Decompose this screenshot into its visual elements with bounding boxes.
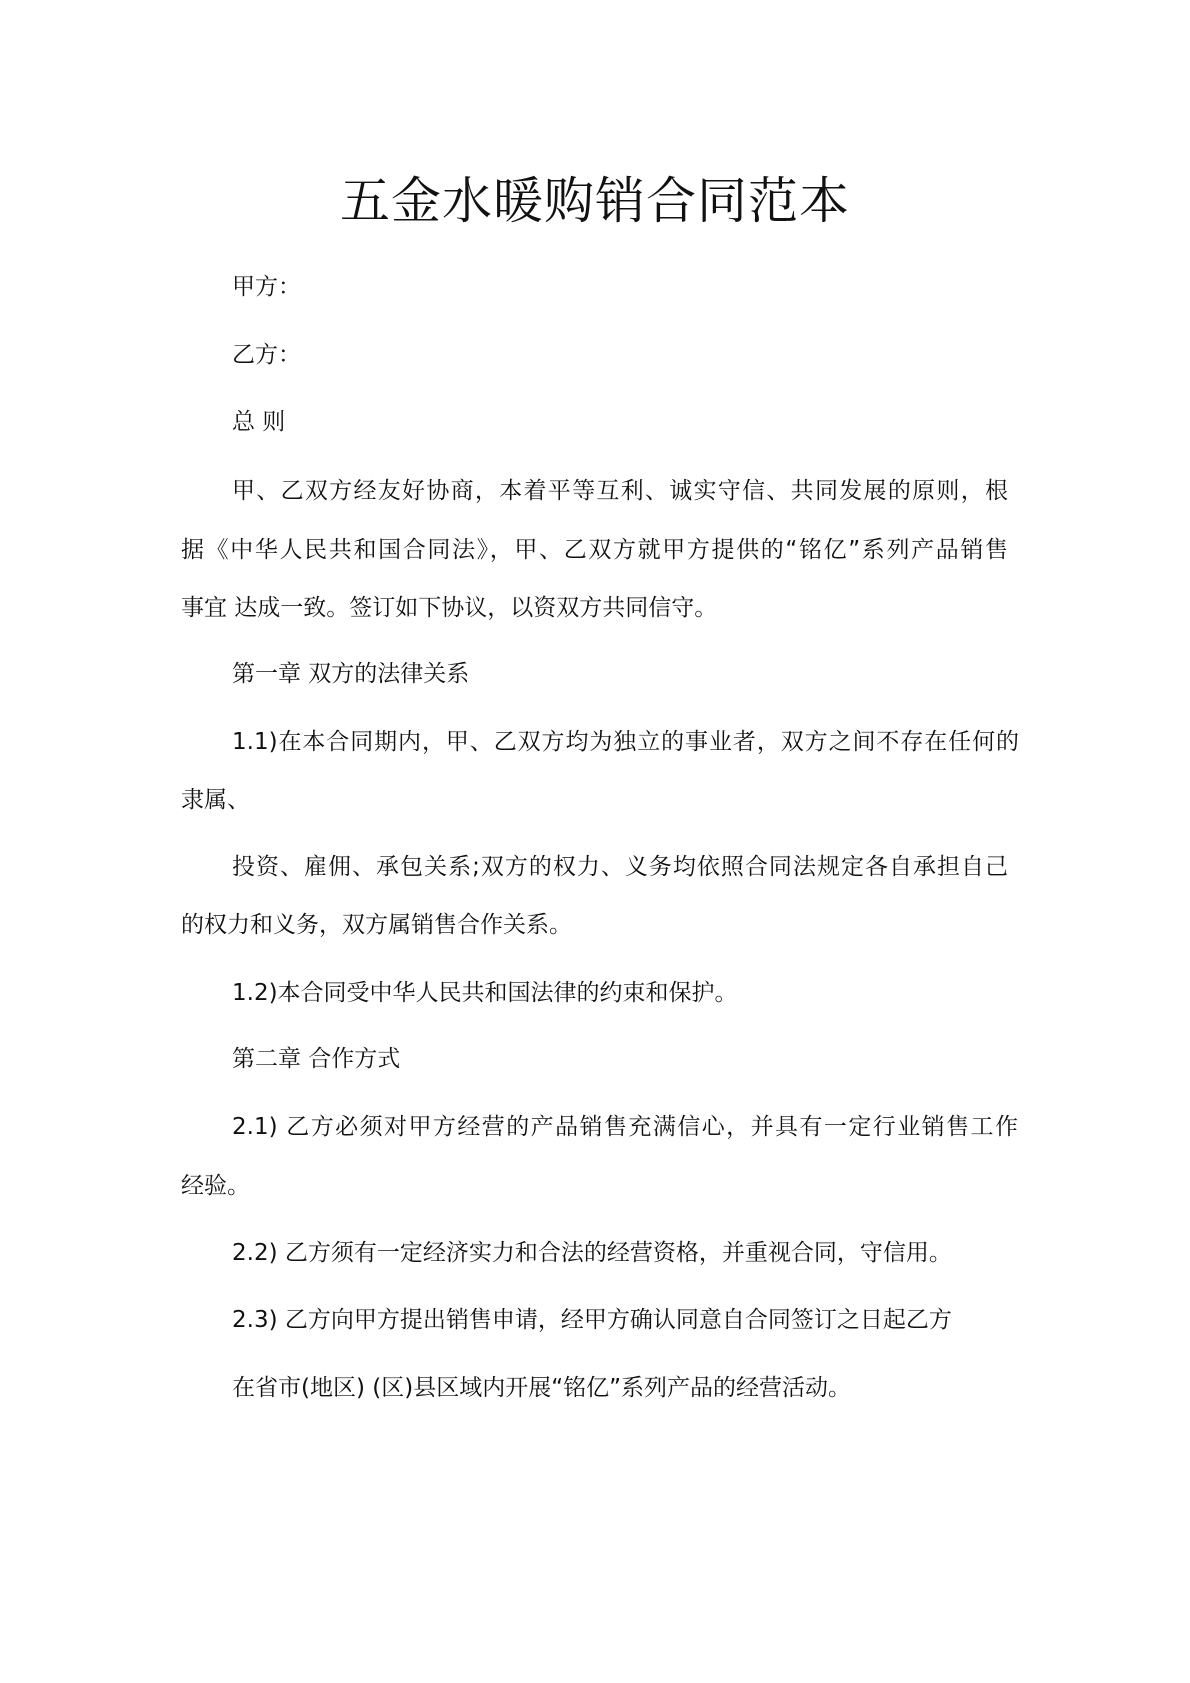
clause-2-1-line-1: 2.1) 乙方必须对甲方经营的产品销售充满信心，并具有一定行业销售工作 [232,1114,1018,1140]
document-title: 五金水暖购销合同范本 [340,172,850,230]
chapter-1-heading: 第一章 双方的法律关系 [232,661,470,687]
party-a-line: 甲方： [232,274,301,300]
clause-2-2: 2.2) 乙方须有一定经济实力和合法的经营资格，并重视合同，守信用。 [232,1240,952,1266]
chapter-2-heading: 第二章 合作方式 [232,1046,401,1072]
preamble-line-3: 事宜 达成一致。签订如下协议，以资双方共同信守。 [181,595,718,621]
clause-1-2: 1.2)本合同受中华人民共和国法律的约束和保护。 [232,980,738,1006]
clause-1-1-line-2: 隶属、 [181,787,250,813]
general-provisions-heading: 总 则 [232,409,286,435]
clause-1-1-line-1: 1.1)在本合同期内，甲、乙双方均为独立的事业者，双方之间不存在任何的 [232,729,1019,755]
preamble-line-1: 甲、乙双方经友好协商，本着平等互利、诚实守信、共同发展的原则，根 [232,478,1008,504]
clause-2-3-line-2: 在省市(地区) (区)县区域内开展“铭亿”系列产品的经营活动。 [232,1375,852,1401]
clause-2-1-line-2: 经验。 [181,1173,250,1199]
preamble-line-2: 据《中华人民共和国合同法》，甲、乙双方就甲方提供的“铭亿”系列产品销售 [181,537,1008,563]
party-b-line: 乙方： [232,342,301,368]
clause-2-3-line-1: 2.3) 乙方向甲方提出销售申请，经甲方确认同意自合同签订之日起乙方 [232,1307,952,1333]
clause-1-1-line-4: 的权力和义务，双方属销售合作关系。 [181,912,572,938]
clause-1-1-line-3: 投资、雇佣、承包关系;双方的权力、义务均依照合同法规定各自承担自己 [232,854,1008,880]
